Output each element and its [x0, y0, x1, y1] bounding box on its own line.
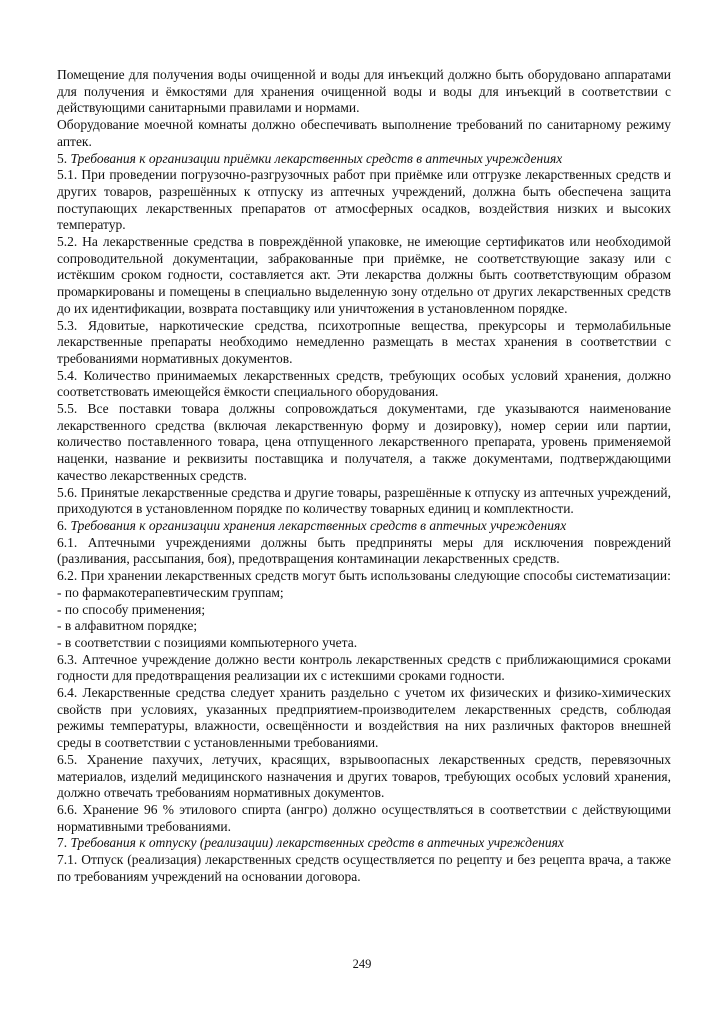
paragraph-6-5: 6.5. Хранение пахучих, летучих, красящих, взрывоопасных лекарственных средств, перевязочных материалов, изделий медицинского назначения и других товаров, требующих особых условий хранения, должно отвечать требованиям нормативных документов. — [57, 751, 671, 801]
section-number: 7. — [57, 835, 68, 851]
paragraph-6-4: 6.4. Лекарственные средства следует хранить раздельно с учетом их физических и физико-химических свойств при условиях, указанных предприятием-производителем лекарственных средств, соблюдая режимы температуры, влажности, освещённости и воздействия на них различных факторов внешней среды в соответствии с установленными требованиями. — [57, 685, 671, 751]
paragraph-5-2: 5.2. На лекарственные средства в повреждённой упаковке, не имеющие сертификатов или необходимой сопроводительной документации, забракованные при приёмке, не соответствующие заказу или с истёкшим сроком годности, составляется акт. Эти лекарства должны быть соответствующим образом промаркированы и помещены в специально выделенную зону отдельно от других лекарственных средств до их идентификации, возврата поставщику или уничтожения в установленном порядке. — [57, 234, 671, 316]
paragraph-6-1: 6.1. Аптечными учреждениями должны быть предприняты меры для исключения повреждений (разливания, рассыпания, боя), предотвращения контаминации лекарственных средств. — [57, 534, 671, 567]
section-heading-6 — [57, 518, 671, 535]
section-heading-7 — [57, 835, 671, 852]
paragraph-5-5: 5.5. Все поставки товара должны сопровождаться документами, где указываются наименование лекарственного средства (включая лекарственную форму и дозировку), номер серии или партии, количество поставленного товара, цена отпущенного лекарственного препарата, уровень применяемой наценки, название и реквизиты поставщика и получателя, а также документами, подтверждающими качество лекарственных средств. — [57, 401, 671, 483]
paragraph-washing-room: Оборудование моечной комнаты должно обеспечивать выполнение требований по санитарному режиму аптек. — [57, 117, 671, 149]
section-number: 6. — [57, 517, 68, 533]
section-title: Требования к организации хранения лекарственных средств в аптечных учреждениях — [70, 517, 567, 533]
section-heading-5 — [57, 151, 671, 168]
paragraph-6-6: 6.6. Хранение 96 % этилового спирта (ангро) должно осуществляться в соответствии с действующими нормативными требованиями. — [57, 801, 671, 834]
page-body — [57, 67, 671, 885]
paragraph-water-equipment: Помещение для получения воды очищенной и воды для инъекций должно быть оборудовано аппаратами для получения и ёмкостями для хранения очищенной воды и воды для инъекций в соответствии с действующими санитарными правилами и нормами. — [57, 67, 671, 116]
section-title: Требования к отпуску (реализации) лекарственных средств в аптечных учреждениях — [70, 835, 564, 851]
paragraph-7-1: 7.1. Отпуск (реализация) лекарственных средств осуществляется по рецепту и без рецепта врача, а также по требованиям учреждений на основании договора. — [57, 852, 671, 884]
list-item: - в соответствии с позициями компьютерного учета. — [57, 634, 358, 650]
paragraph-5-6: 5.6. Принятые лекарственные средства и другие товары, разрешённые к отпуску из аптечных учреждений, приходуются в установленном порядке по количеству товарных единиц и комплектности. — [57, 484, 671, 517]
section-number: 5. — [57, 150, 68, 166]
list-item: - по способу применения; — [57, 601, 206, 617]
paragraph-5-3: 5.3. Ядовитые, наркотические средства, психотропные вещества, прекурсоры и термолабильные лекарственные препараты необходимо немедленно размещать в местах хранения в соответствии с требованиями нормативных документов. — [57, 317, 671, 366]
paragraph-6-3: 6.3. Аптечное учреждение должно вести контроль лекарственных средств с приближающимися сроками годности для предотвращения реализации их с истекшими сроками годности. — [57, 651, 671, 684]
paragraph-5-4: 5.4. Количество принимаемых лекарственных средств, требующих особых условий хранения, должно соответствовать имеющейся ёмкости специального оборудования. — [57, 367, 671, 400]
list-item: - по фармакотерапевтическим группам; — [57, 584, 284, 600]
page-number: 249 — [352, 957, 372, 971]
paragraph-6-2: 6.2. При хранении лекарственных средств могут быть использованы следующие способы систематизации: — [57, 568, 671, 584]
list-item: - в алфавитном порядке; — [57, 618, 198, 634]
section-title: Требования к организации приёмки лекарственных средств в аптечных учреждениях — [70, 150, 563, 166]
paragraph-5-1: 5.1. При проведении погрузочно-разгрузочных работ при приёмке или отгрузке лекарственных средств и других товаров, разрешённых к отпуску из аптечных учреждений, должна быть обеспечена защита поступающих лекарственных препаратов от атмосферных осадков, воздействия низких и высоких температур. — [57, 167, 671, 233]
